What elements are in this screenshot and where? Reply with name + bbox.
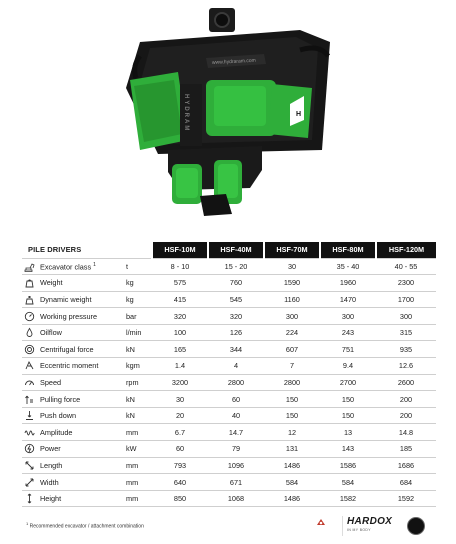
value-cell: 40 - 55 bbox=[376, 258, 436, 275]
table-row bbox=[22, 374, 436, 391]
row-unit: kN bbox=[122, 407, 152, 424]
pile-driver-illustration bbox=[0, 0, 456, 236]
centrifugal-icon bbox=[22, 341, 36, 358]
table-row bbox=[22, 308, 436, 325]
product-image bbox=[0, 0, 456, 236]
value-cell: 344 bbox=[208, 341, 264, 358]
value-cell: 243 bbox=[320, 324, 376, 341]
row-unit: kg bbox=[122, 275, 152, 292]
value-cell: 751 bbox=[320, 341, 376, 358]
value-cell: 13 bbox=[320, 424, 376, 441]
value-cell: 793 bbox=[152, 457, 208, 474]
table-row bbox=[22, 391, 436, 408]
value-cell: 1586 bbox=[320, 457, 376, 474]
value-cell: 150 bbox=[320, 407, 376, 424]
value-cell: 40 bbox=[208, 407, 264, 424]
amplitude-icon bbox=[22, 424, 36, 441]
table-row bbox=[22, 441, 436, 458]
footnote-ref: 1 bbox=[93, 261, 96, 268]
row-label: Width bbox=[36, 474, 122, 491]
table-row bbox=[22, 291, 436, 308]
value-cell: 224 bbox=[264, 324, 320, 341]
footnote-text: Recommended excavator / attachment combination bbox=[29, 523, 144, 530]
hardox-subline: IN MY BODY bbox=[347, 528, 371, 532]
value-cell: 2800 bbox=[208, 374, 264, 391]
certification-mark-icon bbox=[316, 518, 326, 526]
row-unit: l/min bbox=[122, 324, 152, 341]
value-cell: 1486 bbox=[264, 490, 320, 507]
value-cell: 7 bbox=[264, 358, 320, 375]
partner-logos bbox=[309, 516, 427, 536]
row-unit: bar bbox=[122, 308, 152, 325]
excavator-icon bbox=[22, 258, 36, 275]
table-row bbox=[22, 424, 436, 441]
value-cell: 100 bbox=[152, 324, 208, 341]
seal-logo bbox=[407, 517, 425, 535]
value-cell: 9.4 bbox=[320, 358, 376, 375]
row-unit: kN bbox=[122, 391, 152, 408]
value-cell: 545 bbox=[208, 291, 264, 308]
hardox-wordmark: HARDOX bbox=[347, 516, 393, 527]
row-unit: kW bbox=[122, 441, 152, 458]
value-cell: 1068 bbox=[208, 490, 264, 507]
row-label: Pulling force bbox=[36, 391, 122, 408]
value-cell: 684 bbox=[376, 474, 436, 491]
pulling-icon bbox=[22, 391, 36, 408]
row-label: Height bbox=[36, 490, 122, 507]
table-row bbox=[22, 275, 436, 292]
row-unit: mm bbox=[122, 474, 152, 491]
value-cell: 1582 bbox=[320, 490, 376, 507]
value-cell: 1160 bbox=[264, 291, 320, 308]
row-unit: mm bbox=[122, 457, 152, 474]
push-down-icon bbox=[22, 407, 36, 424]
value-cell: 79 bbox=[208, 441, 264, 458]
certification-logo bbox=[309, 518, 333, 534]
table-row bbox=[22, 490, 436, 507]
row-unit: mm bbox=[122, 424, 152, 441]
spec-table bbox=[22, 242, 436, 507]
value-cell: 1592 bbox=[376, 490, 436, 507]
model-header: HSF-120M bbox=[376, 242, 436, 258]
side-brand-label: HYDRAM bbox=[183, 94, 189, 133]
row-label: Working pressure bbox=[36, 308, 122, 325]
table-header-row bbox=[22, 242, 436, 258]
value-cell: 300 bbox=[264, 308, 320, 325]
oil-drop-icon bbox=[22, 324, 36, 341]
value-cell: 143 bbox=[320, 441, 376, 458]
footnote bbox=[26, 521, 144, 530]
value-cell: 14.8 bbox=[376, 424, 436, 441]
value-cell: 850 bbox=[152, 490, 208, 507]
value-cell: 935 bbox=[376, 341, 436, 358]
weight-icon bbox=[22, 275, 36, 292]
length-icon bbox=[22, 457, 36, 474]
row-label: Eccentric moment bbox=[36, 358, 122, 375]
value-cell: 315 bbox=[376, 324, 436, 341]
value-cell: 2700 bbox=[320, 374, 376, 391]
model-header: HSF-80M bbox=[320, 242, 376, 258]
row-unit: kg bbox=[122, 291, 152, 308]
table-row bbox=[22, 324, 436, 341]
row-unit: rpm bbox=[122, 374, 152, 391]
value-cell: 584 bbox=[320, 474, 376, 491]
row-label: Dynamic weight bbox=[36, 291, 122, 308]
dynamic-weight-icon bbox=[22, 291, 36, 308]
value-cell: 60 bbox=[208, 391, 264, 408]
value-cell: 320 bbox=[208, 308, 264, 325]
value-cell: 1960 bbox=[320, 275, 376, 292]
value-cell: 584 bbox=[264, 474, 320, 491]
value-cell: 20 bbox=[152, 407, 208, 424]
website-label: www.hydraram.com bbox=[211, 57, 256, 66]
value-cell: 1686 bbox=[376, 457, 436, 474]
value-cell: 30 bbox=[264, 258, 320, 275]
table-row bbox=[22, 474, 436, 491]
value-cell: 60 bbox=[152, 441, 208, 458]
value-cell: 185 bbox=[376, 441, 436, 458]
value-cell: 2300 bbox=[376, 275, 436, 292]
row-label: Excavator class $^1$ bbox=[36, 258, 122, 275]
value-cell: 415 bbox=[152, 291, 208, 308]
value-cell: 8 - 10 bbox=[152, 258, 208, 275]
value-cell: 1470 bbox=[320, 291, 376, 308]
height-icon bbox=[22, 490, 36, 507]
eccentric-icon bbox=[22, 358, 36, 375]
table-row bbox=[22, 457, 436, 474]
power-icon bbox=[22, 441, 36, 458]
row-unit: kgm bbox=[122, 358, 152, 375]
value-cell: 165 bbox=[152, 341, 208, 358]
value-cell: 2800 bbox=[264, 374, 320, 391]
value-cell: 15 - 20 bbox=[208, 258, 264, 275]
value-cell: 575 bbox=[152, 275, 208, 292]
value-cell: 607 bbox=[264, 341, 320, 358]
value-cell: 14.7 bbox=[208, 424, 264, 441]
value-cell: 300 bbox=[376, 308, 436, 325]
table-row bbox=[22, 341, 436, 358]
brand-badge: H bbox=[296, 111, 302, 118]
row-unit: kN bbox=[122, 341, 152, 358]
value-cell: 126 bbox=[208, 324, 264, 341]
value-cell: 671 bbox=[208, 474, 264, 491]
row-label: Weight bbox=[36, 275, 122, 292]
value-cell: 150 bbox=[264, 407, 320, 424]
value-cell: 200 bbox=[376, 407, 436, 424]
value-cell: 4 bbox=[208, 358, 264, 375]
value-cell: 150 bbox=[264, 391, 320, 408]
table-row bbox=[22, 258, 436, 275]
section-title: PILE DRIVERS bbox=[28, 245, 82, 255]
value-cell: 12.6 bbox=[376, 358, 436, 375]
footnote-mark: 1 bbox=[26, 521, 29, 526]
value-cell: 150 bbox=[320, 391, 376, 408]
row-label: Oilflow bbox=[36, 324, 122, 341]
value-cell: 3200 bbox=[152, 374, 208, 391]
row-label: Length bbox=[36, 457, 122, 474]
speed-icon bbox=[22, 374, 36, 391]
value-cell: 640 bbox=[152, 474, 208, 491]
value-cell: 1.4 bbox=[152, 358, 208, 375]
row-label: Centrifugal force bbox=[36, 341, 122, 358]
table-row bbox=[22, 358, 436, 375]
model-header: HSF-10M bbox=[152, 242, 208, 258]
row-unit: mm bbox=[122, 490, 152, 507]
value-cell: 200 bbox=[376, 391, 436, 408]
row-unit: t bbox=[122, 258, 152, 275]
value-cell: 35 - 40 bbox=[320, 258, 376, 275]
value-cell: 6.7 bbox=[152, 424, 208, 441]
value-cell: 131 bbox=[264, 441, 320, 458]
hardox-logo bbox=[342, 516, 398, 536]
value-cell: 760 bbox=[208, 275, 264, 292]
value-cell: 1590 bbox=[264, 275, 320, 292]
pressure-icon bbox=[22, 308, 36, 325]
model-header: HSF-40M bbox=[208, 242, 264, 258]
value-cell: 320 bbox=[152, 308, 208, 325]
value-cell: 1700 bbox=[376, 291, 436, 308]
model-header: HSF-70M bbox=[264, 242, 320, 258]
row-label: Speed bbox=[36, 374, 122, 391]
value-cell: 1486 bbox=[264, 457, 320, 474]
value-cell: 1096 bbox=[208, 457, 264, 474]
row-label: Power bbox=[36, 441, 122, 458]
value-cell: 300 bbox=[320, 308, 376, 325]
width-icon bbox=[22, 474, 36, 491]
value-cell: 12 bbox=[264, 424, 320, 441]
value-cell: 30 bbox=[152, 391, 208, 408]
row-label: Amplitude bbox=[36, 424, 122, 441]
value-cell: 2600 bbox=[376, 374, 436, 391]
table-row bbox=[22, 407, 436, 424]
row-label: Push down bbox=[36, 407, 122, 424]
